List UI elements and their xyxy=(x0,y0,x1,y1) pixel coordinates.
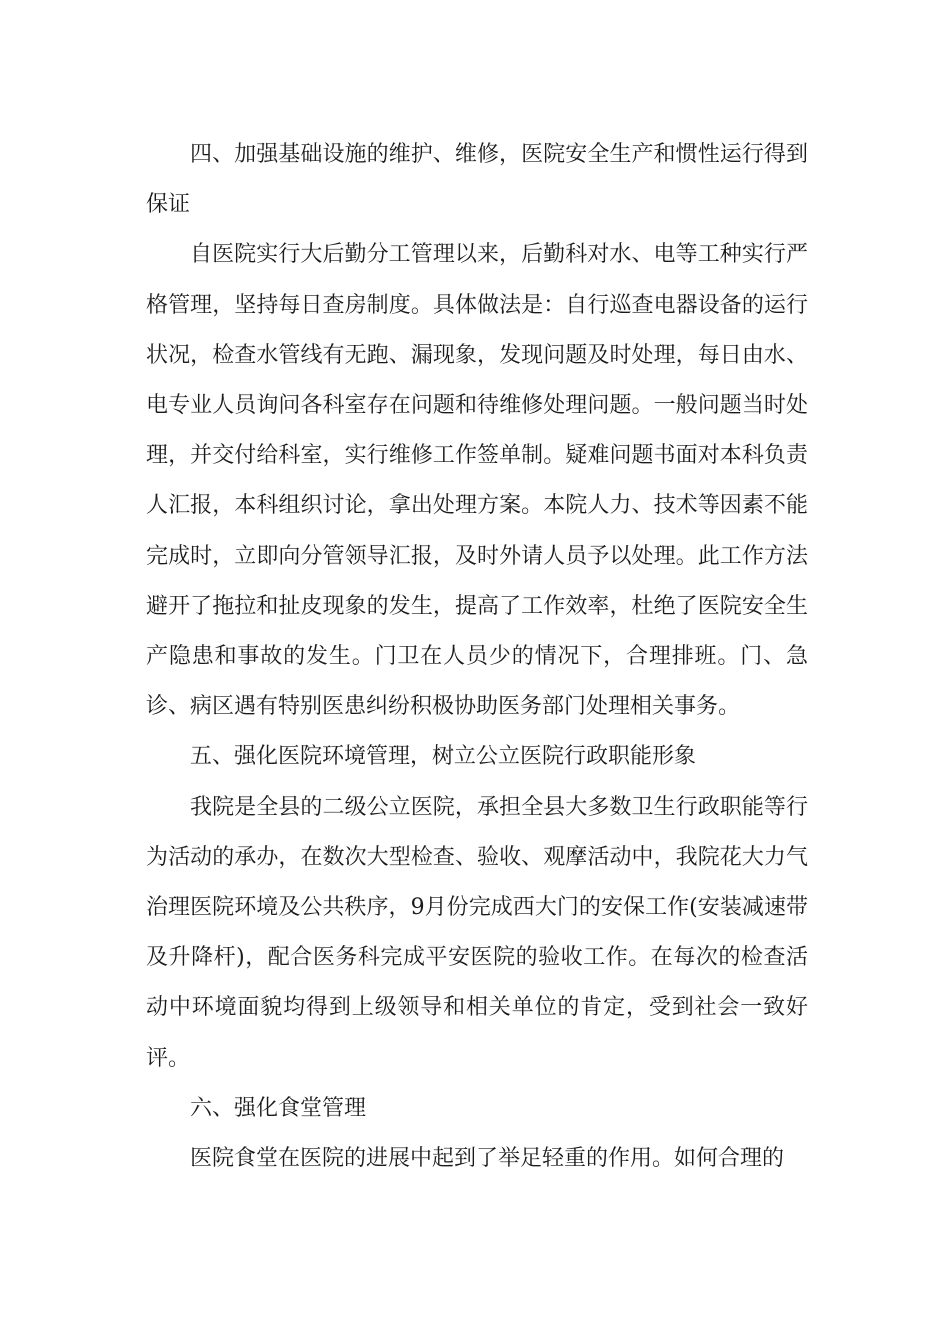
document-body xyxy=(146,130,808,1184)
section-heading-6: 六、强化食堂管理 xyxy=(190,1095,367,1121)
section-heading-5: 五、强化医院环境管理，树立公立医院行政职能形象 xyxy=(190,744,697,770)
section-heading-4: 四、加强基础设施的维护、维修，医院安全生产和惯性运行得到保证 xyxy=(146,142,808,218)
body-paragraph: 医院食堂在医院的进展中起到了举足轻重的作用。如何合理的 xyxy=(190,1146,785,1172)
body-paragraph: 我院是全县的二级公立医院，承担全县大多数卫生行政职能等行为活动的承办，在数次大型检查、验收、观摩活动中，我院花大力气治理医院环境及公共秩序，9月份完成西大门的安保工作(安装减速带及升降杆)，配合医务科完成平安医院的验收工作。在每次的检查活动中环境面貌均得到上级领导和相关单位的肯定，受到社会一致好评。 xyxy=(146,794,808,1071)
body-paragraph: 自医院实行大后勤分工管理以来，后勤科对水、电等工种实行严格管理，坚持每日查房制度。具体做法是：自行巡查电器设备的运行状况，检查水管线有无跑、漏现象，发现问题及时处理，每日由水、电专业人员询问各科室存在问题和待维修处理问题。一般问题当时处理，并交付给科室，实行维修工作签单制。疑难问题书面对本科负责人汇报，本科组织讨论，拿出处理方案。本院人力、技术等因素不能完成时，立即向分管领导汇报，及时外请人员予以处理。此工作方法避开了拖拉和扯皮现象的发生，提高了工作效率，杜绝了医院安全生产隐患和事故的发生。门卫在人员少的情况下，合理排班。门、急诊、病区遇有特别医患纠纷积极协助医务部门处理相关事务。 xyxy=(146,242,808,720)
